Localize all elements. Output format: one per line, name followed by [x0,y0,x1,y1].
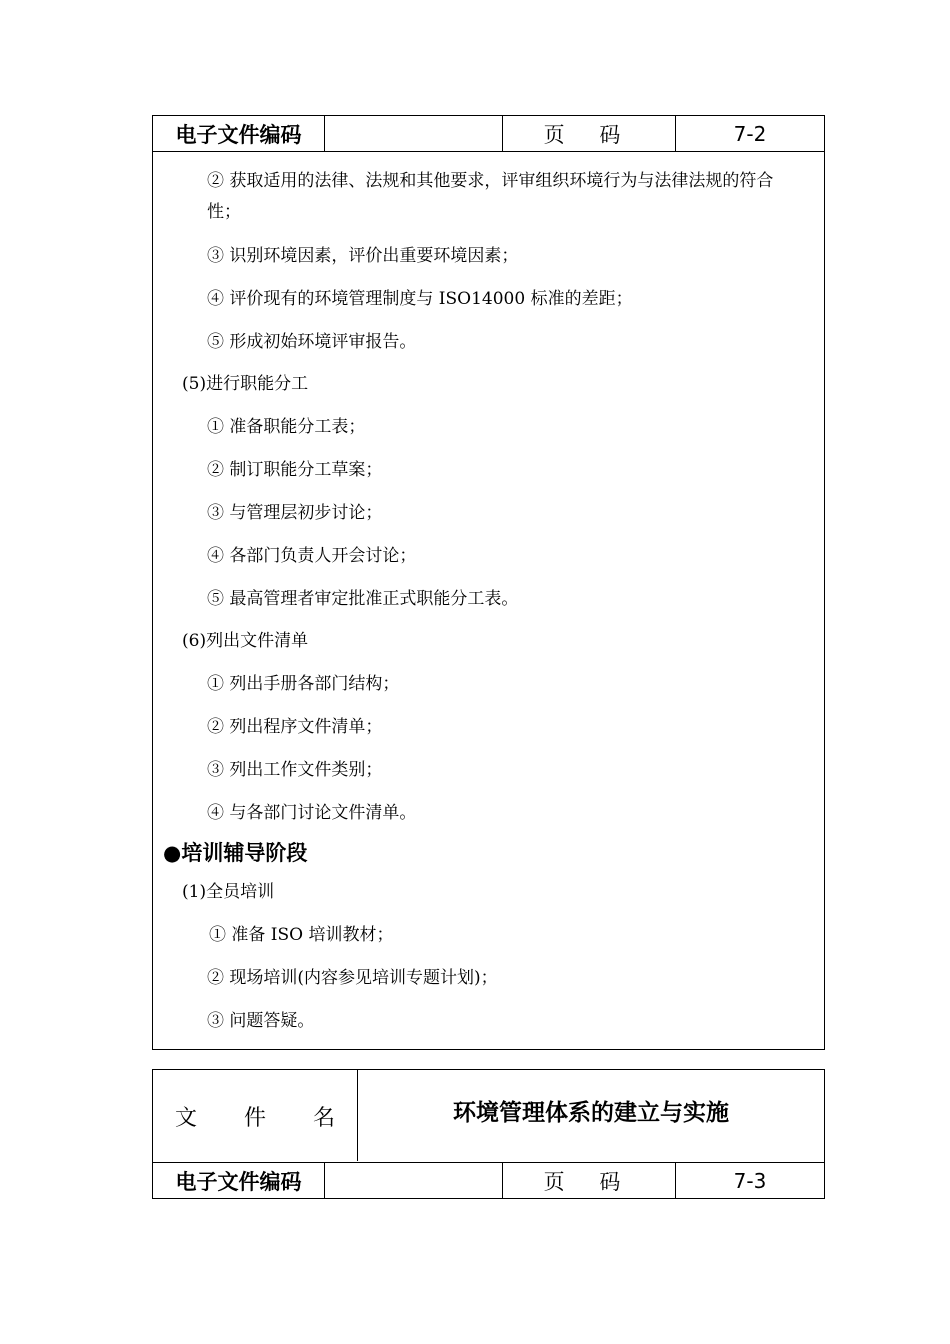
file-name-label: 文 件 名 [175,1105,355,1131]
content-line: ③ 与管理层初步讨论； [207,503,383,523]
page-value: 7-3 [733,1168,767,1193]
top-header-table [152,115,825,152]
page-label: 页 码 [543,1169,635,1194]
content-line: ① 列出手册各部门结构； [207,674,400,694]
content-line: ③ 识别环境因素，评价出重要环境因素； [207,246,519,266]
page-value: 7-2 [733,121,767,146]
content-line: ⑤ 最高管理者审定批准正式职能分工表。 [207,589,519,609]
section-title: ●培训辅导阶段 [163,841,308,865]
content-line: (5)进行职能分工 [182,374,309,394]
content-line: ④ 与各部门讨论文件清单。 [207,803,417,823]
section-line: (1)全员培训 [182,882,275,902]
section-line: ② 现场培训(内容参见培训专题计划)； [207,968,498,988]
content-line: ⑤ 形成初始环境评审报告。 [207,332,417,352]
page-label: 页 码 [543,122,635,147]
code-value [325,116,502,151]
code-value [325,1163,502,1198]
content-line: ④ 各部门负责人开会讨论； [207,546,417,566]
file-name-value: 环境管理体系的建立与实施 [453,1099,729,1126]
content-line: ③ 列出工作文件类别； [207,760,383,780]
content-line: (6)列出文件清单 [182,631,309,651]
content-line: ④ 评价现有的环境管理制度与 ISO14000 标准的差距； [207,289,633,309]
content-line: ② 列出程序文件清单； [207,717,383,737]
section-line: ① 准备 ISO 培训教材； [209,925,394,945]
code-label: 电子文件编码 [175,122,302,147]
content-line: ② 获取适用的法律、法规和其他要求，评审组织环境行为与法律法规的符合性； [207,171,774,222]
content-line: ① 准备职能分工表； [207,417,366,437]
content-line: ② 制订职能分工草案； [207,460,383,480]
content-body [152,151,825,1050]
section-line: ③ 问题答疑。 [207,1011,315,1031]
bottom-header-table [152,1069,825,1199]
code-label: 电子文件编码 [175,1169,302,1194]
